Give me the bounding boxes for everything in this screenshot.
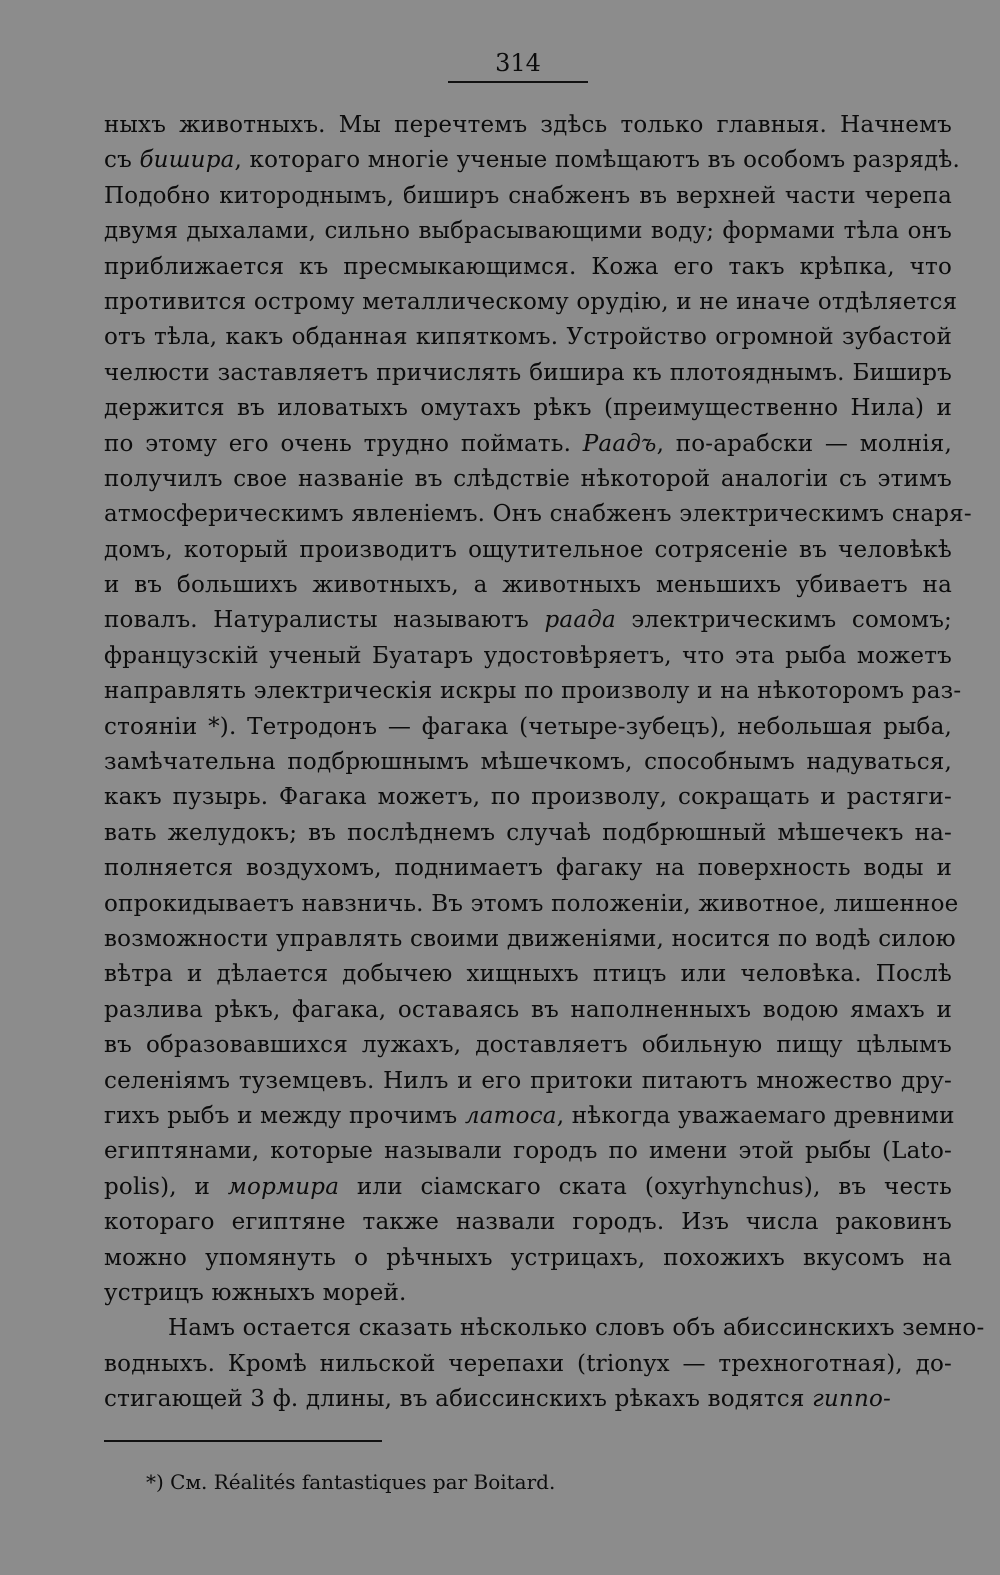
text-run: Подобно китороднымъ, биширъ снабженъ въ верхней части черепа bbox=[104, 182, 952, 209]
text-line bbox=[104, 108, 952, 143]
page-number: 314 bbox=[495, 49, 541, 77]
text-line bbox=[104, 320, 952, 355]
text-run: , по-арабски — молнія, bbox=[656, 430, 952, 457]
text-line bbox=[104, 957, 952, 992]
text-run: египтянами, которые называли городъ по имени этой рыбы (Lato- bbox=[104, 1138, 952, 1165]
text-line bbox=[104, 497, 972, 532]
italic-term: мормира bbox=[227, 1173, 340, 1200]
text-run: опрокидываетъ навзничь. Въ этомъ положеніи, животное, лишенное bbox=[104, 890, 959, 917]
text-line bbox=[104, 1276, 952, 1311]
italic-term: Раадъ bbox=[582, 430, 657, 457]
text-line bbox=[104, 533, 952, 568]
text-run: повалъ. Натуралисты называютъ bbox=[104, 607, 545, 634]
text-run: противится острому металлическому орудію, и не иначе отдѣляется bbox=[104, 288, 958, 315]
text-line bbox=[104, 639, 952, 674]
text-run: получилъ свое названіе въ слѣдствіе нѣкоторой аналогіи съ этимъ bbox=[104, 465, 952, 492]
text-run: возможности управлять своими движеніями, носится по водѣ силою bbox=[104, 925, 956, 952]
text-run: , нѣкогда уважаемаго древними bbox=[556, 1102, 955, 1129]
text-run: можно упомянуть о рѣчныхъ устрицахъ, похожихъ вкусомъ на bbox=[104, 1244, 952, 1271]
text-run: вѣтра и дѣлается добычею хищныхъ птицъ или человѣка. Послѣ bbox=[104, 961, 952, 988]
text-run: замѣчательна подбрюшнымъ мѣшечкомъ, способнымъ надуваться, bbox=[104, 749, 952, 776]
text-line bbox=[104, 462, 952, 497]
text-line bbox=[104, 922, 956, 957]
text-run: домъ, который производитъ ощутительное сотрясеніе въ человѣкѣ bbox=[104, 536, 952, 563]
text-line bbox=[104, 780, 952, 815]
text-line bbox=[104, 356, 952, 391]
text-run: водныхъ. Кромѣ нильской черепахи (trionyx — трехноготная), до- bbox=[104, 1350, 952, 1377]
text-run: вать желудокъ; въ послѣднемъ случаѣ подбрюшный мѣшечекъ на- bbox=[104, 819, 952, 846]
text-run: какъ пузырь. Фагака можетъ, по произволу, сокращать и растяги- bbox=[104, 784, 952, 811]
text-run: устрицъ южныхъ морей. bbox=[104, 1279, 407, 1306]
text-line bbox=[104, 214, 952, 249]
text-line bbox=[104, 816, 952, 851]
text-run: polis), и bbox=[104, 1173, 228, 1200]
paragraph bbox=[104, 1311, 985, 1417]
footnote: *) См. Réalités fantastiques par Boitard. bbox=[146, 1470, 556, 1494]
text-run: , котораго многіе ученые помѣщаютъ въ особомъ разрядѣ. bbox=[234, 147, 960, 174]
italic-term: гиппо- bbox=[812, 1386, 891, 1413]
text-run: направлять электрическія искры по произволу и на нѣкоторомъ раз- bbox=[104, 678, 962, 705]
text-line bbox=[104, 1170, 952, 1205]
text-run: стояніи *). Тетродонъ — фагака (четыре-зубецъ), небольшая рыба, bbox=[104, 713, 952, 740]
text-run: двумя дыхалами, сильно выбрасывающими воду; формами тѣла онъ bbox=[104, 218, 952, 245]
text-run: съ bbox=[104, 147, 140, 174]
text-run: приближается къ пресмыкающимся. Кожа его такъ крѣпка, что bbox=[104, 253, 952, 280]
text-run: ныхъ животныхъ. Мы перечтемъ здѣсь только главныя. Начнемъ bbox=[104, 112, 952, 138]
text-line bbox=[104, 250, 952, 285]
text-run: атмосферическимъ явленіемъ. Онъ снабженъ электрическимъ снаря- bbox=[104, 501, 972, 528]
italic-term: латоса bbox=[464, 1102, 557, 1129]
text-line bbox=[104, 1205, 952, 1240]
text-line bbox=[104, 568, 952, 603]
text-line bbox=[104, 1099, 955, 1134]
text-line bbox=[104, 993, 952, 1028]
text-line bbox=[104, 1134, 952, 1169]
text-run: селеніямъ туземцевъ. Нилъ и его притоки питаютъ множество дру- bbox=[104, 1067, 952, 1094]
footnote-rule bbox=[104, 1440, 382, 1442]
text-line bbox=[104, 391, 952, 426]
text-line bbox=[104, 887, 959, 922]
text-run: и въ большихъ животныхъ, а животныхъ меньшихъ убиваетъ на bbox=[104, 572, 952, 599]
text-run: котораго египтяне также назвали городъ. Изъ числа раковинъ bbox=[104, 1209, 952, 1236]
text-line bbox=[104, 179, 952, 214]
paragraph bbox=[104, 108, 972, 1311]
text-line bbox=[104, 1311, 985, 1346]
text-line bbox=[104, 603, 952, 638]
text-line bbox=[104, 143, 960, 178]
header-rule bbox=[448, 81, 588, 83]
text-line bbox=[104, 1382, 952, 1417]
text-run: стигающей 3 ф. длины, въ абиссинскихъ рѣкахъ водятся bbox=[104, 1386, 813, 1413]
text-line bbox=[104, 1347, 952, 1382]
text-run: или сіамскаго ската (oxyrhynchus), въ честь bbox=[339, 1173, 952, 1200]
text-run: держится въ иловатыхъ омутахъ рѣкъ (преимущественно Нила) и bbox=[104, 395, 952, 422]
text-line bbox=[104, 851, 952, 886]
text-run: въ образовавшихся лужахъ, доставляетъ обильную пищу цѣлымъ bbox=[104, 1032, 952, 1059]
text-run: полняется воздухомъ, поднимаетъ фагаку на поверхность воды и bbox=[104, 855, 952, 882]
text-line bbox=[104, 745, 952, 780]
body-text bbox=[104, 108, 985, 1417]
text-run: Намъ остается сказать нѣсколько словъ объ абиссинскихъ земно- bbox=[168, 1315, 985, 1342]
italic-term: бишира bbox=[139, 147, 235, 174]
text-run: отъ тѣла, какъ обданная кипяткомъ. Устройство огромной зубастой bbox=[104, 324, 952, 351]
text-run: французскій ученый Буатаръ удостовѣряетъ, что эта рыба можетъ bbox=[104, 642, 952, 669]
text-run: разлива рѣкъ, фагака, оставаясь въ наполненныхъ водою ямахъ и bbox=[104, 996, 952, 1023]
text-line bbox=[104, 1241, 952, 1276]
text-line bbox=[104, 674, 962, 709]
text-run: по этому его очень трудно поймать. bbox=[104, 430, 583, 457]
text-run: челюсти заставляетъ причислять бишира къ плотояднымъ. Биширъ bbox=[104, 359, 952, 386]
text-line bbox=[104, 1028, 952, 1063]
text-line bbox=[104, 427, 952, 462]
text-line bbox=[104, 710, 952, 745]
text-line bbox=[104, 1064, 952, 1099]
text-line bbox=[104, 285, 958, 320]
text-run: электрическимъ сомомъ; bbox=[615, 607, 952, 634]
text-run: гихъ рыбъ и между прочимъ bbox=[104, 1102, 465, 1129]
italic-term: раада bbox=[544, 607, 616, 634]
